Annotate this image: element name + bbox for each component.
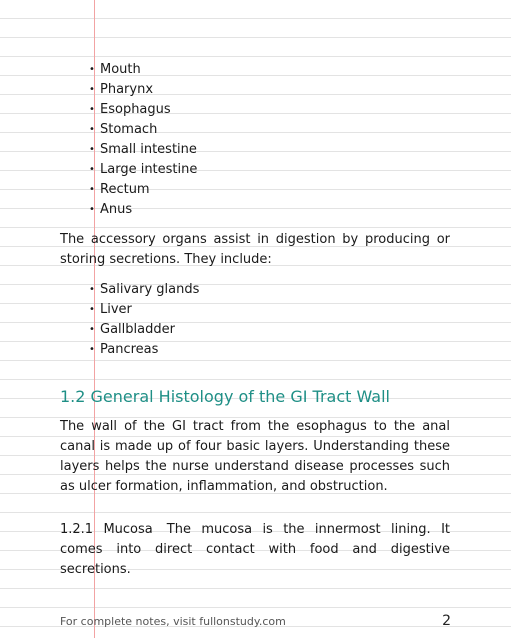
accessory-organs-list <box>89 280 200 360</box>
mucosa-text: The mucosa is the innermost lining. It comes into direct contact with food and digestive secretions. <box>60 522 450 577</box>
list-item-text: Rectum <box>100 182 150 197</box>
bullet-icon: • <box>89 324 95 335</box>
list-item-text: Liver <box>100 302 132 317</box>
footer-note: For complete notes, visit fullonstudy.com <box>60 615 286 628</box>
gi-organs-list <box>89 60 198 220</box>
accessory-organs-intro: The accessory organs assist in digestion by producing or storing secretions. They include: <box>60 232 450 267</box>
list-item-text: Mouth <box>100 62 141 77</box>
list-item-text: Small intestine <box>100 142 197 157</box>
list-item <box>89 80 197 100</box>
bullet-icon: • <box>89 344 95 355</box>
list-item <box>89 120 197 140</box>
list-item-text: Salivary glands <box>100 282 200 297</box>
section-heading: 1.2 General Histology of the GI Tract Wall <box>60 387 390 406</box>
list-item-text: Esophagus <box>100 102 171 117</box>
list-item <box>89 160 198 180</box>
list-item <box>89 100 197 120</box>
bullet-icon: • <box>89 84 95 95</box>
list-item <box>89 200 197 220</box>
list-item <box>89 60 197 80</box>
bullet-icon: • <box>89 64 95 75</box>
list-item <box>89 320 199 340</box>
list-item <box>89 140 197 160</box>
bullet-icon: • <box>89 304 95 315</box>
mucosa-paragraph <box>60 520 450 580</box>
bullet-icon: • <box>89 204 95 215</box>
list-item <box>89 300 199 320</box>
bullet-icon: • <box>89 284 95 295</box>
list-item-text: Stomach <box>100 122 158 137</box>
bullet-icon: • <box>89 144 95 155</box>
list-item <box>89 340 199 360</box>
list-item-text: Pancreas <box>100 342 159 357</box>
list-item-text: Anus <box>100 202 133 217</box>
list-item <box>89 180 197 200</box>
list-item-text: Gallbladder <box>100 322 175 337</box>
gi-wall-paragraph: The wall of the GI tract from the esophagus to the anal canal is made up of four basic layers. Understanding these layers helps the nurse understand disease processes such as ulcer formation, inflammation, and obstruction. <box>60 419 450 494</box>
bullet-icon: • <box>89 184 95 195</box>
list-item-text: Large intestine <box>100 162 198 177</box>
list-item <box>89 280 200 300</box>
list-item-text: Pharynx <box>100 82 154 97</box>
bullet-icon: • <box>89 104 95 115</box>
page-number: 2 <box>442 613 451 629</box>
subsection-title: 1.2.1 Mucosa <box>60 522 153 537</box>
bullet-icon: • <box>89 164 95 175</box>
bullet-icon: • <box>89 124 95 135</box>
